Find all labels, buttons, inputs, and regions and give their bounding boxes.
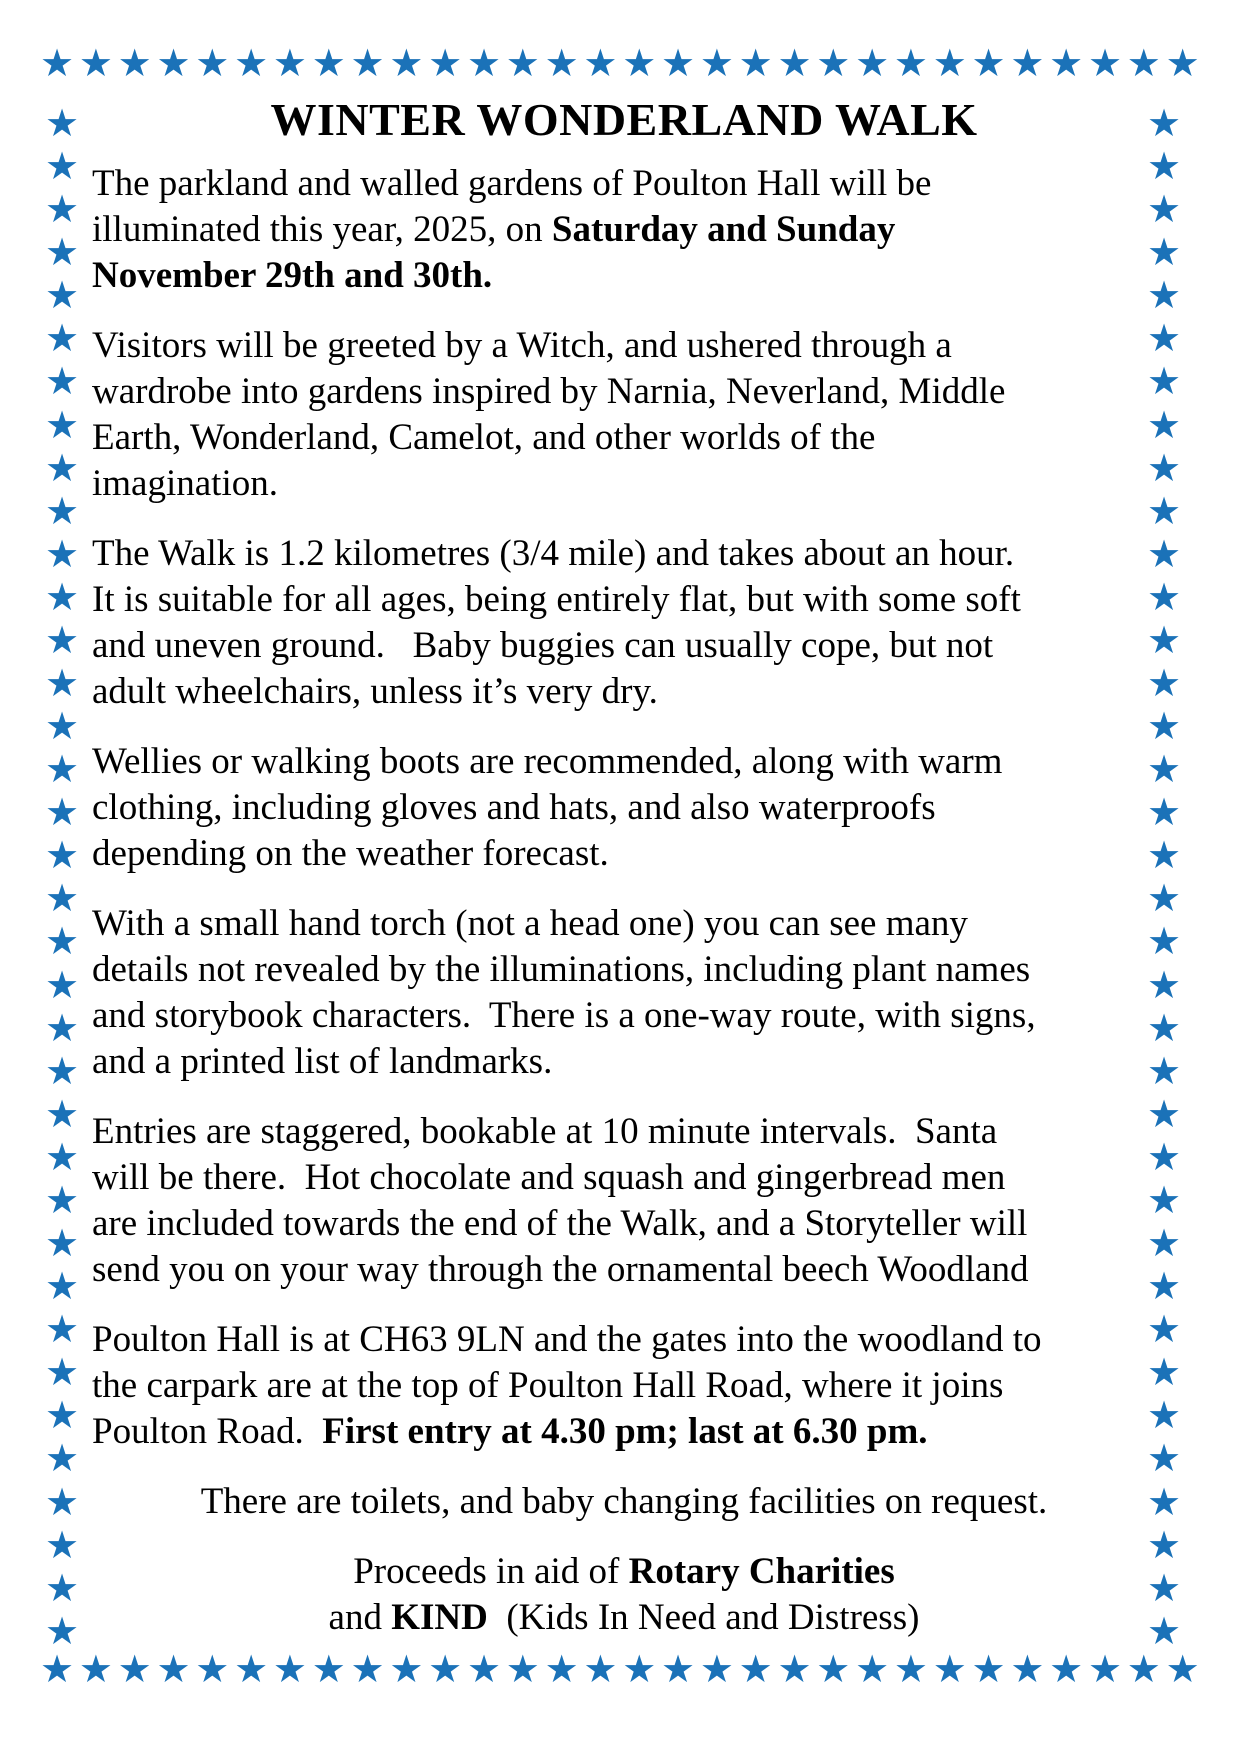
star-icon: ★ bbox=[544, 1647, 579, 1691]
star-icon: ★ bbox=[1146, 101, 1182, 145]
star-icon: ★ bbox=[1146, 488, 1182, 533]
star-icon: ★ bbox=[1146, 316, 1182, 361]
star-icon: ★ bbox=[78, 41, 113, 85]
paragraph bbox=[92, 1549, 1156, 1641]
star-icon: ★ bbox=[738, 1647, 773, 1691]
text-run: First entry at 4.30 pm; last at 6.30 pm. bbox=[322, 1410, 928, 1452]
star-icon: ★ bbox=[156, 41, 191, 85]
star-icon: ★ bbox=[1146, 1350, 1182, 1395]
star-icon: ★ bbox=[311, 1647, 346, 1691]
star-icon: ★ bbox=[1146, 1134, 1182, 1179]
star-icon: ★ bbox=[234, 41, 269, 85]
star-icon: ★ bbox=[1146, 661, 1182, 706]
text-run: The Walk is 1.2 kilometres (3/4 mile) and takes about an hour. bbox=[92, 532, 1015, 574]
text-line bbox=[92, 415, 1156, 461]
text-line bbox=[92, 531, 1156, 577]
star-icon: ★ bbox=[44, 833, 80, 878]
text-line bbox=[92, 1247, 1156, 1293]
star-icon: ★ bbox=[1146, 1048, 1182, 1093]
star-icon: ★ bbox=[1087, 41, 1123, 85]
text-line bbox=[92, 1109, 1156, 1155]
star-icon: ★ bbox=[44, 1350, 80, 1395]
star-icon: ★ bbox=[1146, 531, 1182, 576]
star-icon: ★ bbox=[44, 1091, 80, 1136]
star-icon: ★ bbox=[1146, 1608, 1182, 1653]
star-icon: ★ bbox=[44, 704, 80, 749]
text-run: adult wheelchairs, unless it’s very dry. bbox=[92, 670, 658, 712]
star-icon: ★ bbox=[1146, 617, 1182, 662]
star-icon: ★ bbox=[44, 101, 80, 145]
star-icon: ★ bbox=[1146, 1307, 1182, 1352]
star-icon: ★ bbox=[932, 1647, 967, 1691]
star-icon: ★ bbox=[816, 1647, 851, 1691]
star-icon: ★ bbox=[1010, 1647, 1045, 1691]
star-icon: ★ bbox=[932, 41, 967, 85]
paragraph bbox=[92, 1479, 1156, 1525]
star-icon: ★ bbox=[1146, 876, 1182, 921]
star-icon: ★ bbox=[44, 1048, 80, 1093]
star-icon: ★ bbox=[1146, 1565, 1182, 1610]
star-icon: ★ bbox=[428, 41, 463, 85]
star-icon: ★ bbox=[661, 1647, 696, 1691]
paragraph bbox=[92, 1109, 1156, 1293]
star-icon: ★ bbox=[350, 41, 385, 85]
star-icon: ★ bbox=[272, 1647, 307, 1691]
text-run: are included towards the end of the Walk, and a Storyteller will bbox=[92, 1202, 1028, 1244]
star-icon: ★ bbox=[1146, 704, 1182, 749]
star-icon: ★ bbox=[855, 1647, 890, 1691]
star-icon: ★ bbox=[1146, 919, 1182, 964]
star-icon: ★ bbox=[44, 445, 80, 490]
star-icon: ★ bbox=[44, 919, 80, 964]
star-icon: ★ bbox=[44, 316, 80, 361]
text-line bbox=[92, 947, 1156, 993]
star-icon: ★ bbox=[1146, 790, 1182, 835]
text-line bbox=[92, 323, 1156, 369]
star-icon: ★ bbox=[1146, 1091, 1182, 1136]
star-icon: ★ bbox=[1146, 445, 1182, 490]
text-run: and a printed list of landmarks. bbox=[92, 1040, 553, 1082]
text-line bbox=[92, 369, 1156, 415]
text-line bbox=[92, 901, 1156, 947]
text-run: and bbox=[328, 1596, 392, 1638]
star-icon: ★ bbox=[40, 1647, 75, 1691]
star-border-left bbox=[40, 101, 84, 1653]
star-icon: ★ bbox=[44, 1522, 80, 1567]
text-line bbox=[92, 207, 1156, 253]
text-line bbox=[92, 577, 1156, 623]
star-icon: ★ bbox=[195, 41, 230, 85]
star-icon: ★ bbox=[1146, 1436, 1182, 1481]
text-line bbox=[92, 1479, 1156, 1525]
star-icon: ★ bbox=[544, 41, 579, 85]
star-border-top bbox=[40, 41, 1200, 85]
star-icon: ★ bbox=[622, 1647, 657, 1691]
star-icon: ★ bbox=[971, 41, 1006, 85]
star-icon: ★ bbox=[350, 1647, 385, 1691]
text-run: Wellies or walking boots are recommended, along with warm bbox=[92, 740, 1003, 782]
star-icon: ★ bbox=[1049, 1647, 1084, 1691]
paragraph bbox=[92, 161, 1156, 299]
text-line bbox=[92, 1363, 1156, 1409]
text-line bbox=[92, 785, 1156, 831]
text-run: depending on the weather forecast. bbox=[92, 832, 609, 874]
text-line bbox=[92, 623, 1156, 669]
star-icon: ★ bbox=[44, 1608, 80, 1653]
star-icon: ★ bbox=[661, 41, 696, 85]
text-line bbox=[92, 831, 1156, 877]
star-icon: ★ bbox=[1087, 1647, 1123, 1691]
text-run: With a small hand torch (not a head one) you can see many bbox=[92, 902, 968, 944]
star-icon: ★ bbox=[1146, 1005, 1182, 1050]
text-run: Entries are staggered, bookable at 10 minute intervals. Santa bbox=[92, 1110, 998, 1152]
star-icon: ★ bbox=[44, 1479, 80, 1524]
text-run: November 29th and 30th. bbox=[92, 254, 493, 296]
star-icon: ★ bbox=[44, 359, 80, 404]
star-icon: ★ bbox=[816, 41, 851, 85]
star-icon: ★ bbox=[1146, 187, 1182, 232]
star-icon: ★ bbox=[855, 41, 890, 85]
star-icon: ★ bbox=[195, 1647, 230, 1691]
text-line bbox=[92, 1595, 1156, 1641]
star-icon: ★ bbox=[156, 1647, 191, 1691]
star-icon: ★ bbox=[44, 574, 80, 619]
star-icon: ★ bbox=[1146, 1264, 1182, 1309]
text-line bbox=[92, 739, 1156, 785]
star-icon: ★ bbox=[1146, 747, 1182, 792]
text-line bbox=[92, 993, 1156, 1039]
page-title: WINTER WONDERLAND WALK bbox=[270, 94, 978, 145]
text-run: illuminated this year, 2025, on bbox=[92, 208, 552, 250]
star-icon: ★ bbox=[777, 41, 812, 85]
text-line bbox=[92, 1039, 1156, 1085]
star-icon: ★ bbox=[44, 747, 80, 792]
text-run: There are toilets, and baby changing facilities on request. bbox=[200, 1480, 1048, 1522]
star-icon: ★ bbox=[389, 1647, 424, 1691]
star-icon: ★ bbox=[1146, 1522, 1182, 1567]
body-paragraphs bbox=[92, 161, 1156, 1641]
paragraph bbox=[92, 901, 1156, 1085]
star-icon: ★ bbox=[1146, 273, 1182, 318]
star-icon: ★ bbox=[44, 1134, 80, 1179]
text-line bbox=[92, 253, 1156, 299]
text-run: clothing, including gloves and hats, and also waterproofs bbox=[92, 786, 936, 828]
star-icon: ★ bbox=[1126, 41, 1161, 85]
star-icon: ★ bbox=[44, 531, 80, 576]
paragraph bbox=[92, 739, 1156, 877]
star-icon: ★ bbox=[738, 41, 773, 85]
star-icon: ★ bbox=[1146, 1221, 1182, 1266]
text-run: and storybook characters. There is a one-way route, with signs, bbox=[92, 994, 1036, 1036]
star-icon: ★ bbox=[622, 41, 657, 85]
text-run: the carpark are at the top of Poulton Hall Road, where it joins bbox=[92, 1364, 1004, 1406]
paragraph bbox=[92, 531, 1156, 715]
text-run: The parkland and walled gardens of Poulton Hall will be bbox=[92, 162, 932, 204]
paragraph bbox=[92, 1317, 1156, 1455]
star-icon: ★ bbox=[466, 1647, 502, 1691]
star-icon: ★ bbox=[44, 876, 80, 921]
star-icon: ★ bbox=[44, 1393, 80, 1438]
text-run: Poulton Hall is at CH63 9LN and the gates into the woodland to bbox=[92, 1318, 1042, 1360]
star-icon: ★ bbox=[44, 1264, 80, 1309]
text-run: imagination. bbox=[92, 462, 278, 504]
star-icon: ★ bbox=[44, 1221, 80, 1266]
star-icon: ★ bbox=[272, 41, 307, 85]
text-run: will be there. Hot chocolate and squash and gingerbread men bbox=[92, 1156, 1006, 1198]
text-line bbox=[92, 1201, 1156, 1247]
star-icon: ★ bbox=[44, 1436, 80, 1481]
text-run: Rotary Charities bbox=[628, 1550, 895, 1592]
star-icon: ★ bbox=[44, 273, 80, 318]
flyer-content bbox=[92, 94, 1156, 1665]
star-icon: ★ bbox=[1146, 144, 1182, 189]
text-line bbox=[92, 1155, 1156, 1201]
text-line bbox=[92, 669, 1156, 715]
star-icon: ★ bbox=[1165, 1647, 1200, 1691]
text-line bbox=[92, 1317, 1156, 1363]
text-run: Earth, Wonderland, Camelot, and other worlds of the bbox=[92, 416, 876, 458]
star-icon: ★ bbox=[466, 41, 502, 85]
star-icon: ★ bbox=[583, 41, 618, 85]
star-icon: ★ bbox=[1146, 962, 1182, 1007]
star-icon: ★ bbox=[583, 1647, 618, 1691]
star-icon: ★ bbox=[40, 41, 75, 85]
text-line bbox=[92, 461, 1156, 507]
star-icon: ★ bbox=[44, 230, 80, 275]
star-icon: ★ bbox=[1010, 41, 1045, 85]
star-icon: ★ bbox=[1126, 1647, 1161, 1691]
star-icon: ★ bbox=[505, 41, 540, 85]
text-line bbox=[92, 161, 1156, 207]
text-run: Saturday and Sunday bbox=[551, 208, 896, 250]
star-icon: ★ bbox=[699, 1647, 734, 1691]
star-icon: ★ bbox=[44, 1005, 80, 1050]
text-line bbox=[92, 1549, 1156, 1595]
star-icon: ★ bbox=[44, 488, 80, 533]
star-icon: ★ bbox=[44, 1565, 80, 1610]
star-icon: ★ bbox=[1146, 359, 1182, 404]
star-icon: ★ bbox=[44, 661, 80, 706]
text-run: wardrobe into gardens inspired by Narnia, Neverland, Middle bbox=[92, 370, 1006, 412]
star-icon: ★ bbox=[777, 1647, 812, 1691]
star-icon: ★ bbox=[699, 41, 734, 85]
text-run: and uneven ground. Baby buggies can usually cope, but not bbox=[92, 624, 994, 666]
star-icon: ★ bbox=[1165, 41, 1200, 85]
star-icon: ★ bbox=[1146, 230, 1182, 275]
star-icon: ★ bbox=[78, 1647, 113, 1691]
star-icon: ★ bbox=[44, 790, 80, 835]
star-icon: ★ bbox=[44, 187, 80, 232]
star-icon: ★ bbox=[893, 1647, 928, 1691]
text-run: KIND bbox=[391, 1596, 488, 1638]
star-icon: ★ bbox=[44, 962, 80, 1007]
star-icon: ★ bbox=[44, 402, 80, 447]
star-icon: ★ bbox=[234, 1647, 269, 1691]
star-icon: ★ bbox=[389, 41, 424, 85]
star-icon: ★ bbox=[1146, 402, 1182, 447]
text-run: It is suitable for all ages, being entirely flat, but with some soft bbox=[92, 578, 1021, 620]
text-line bbox=[92, 1409, 1156, 1455]
star-icon: ★ bbox=[1049, 41, 1084, 85]
star-icon: ★ bbox=[44, 1177, 80, 1222]
star-icon: ★ bbox=[44, 144, 80, 189]
star-icon: ★ bbox=[1146, 1393, 1182, 1438]
star-icon: ★ bbox=[311, 41, 346, 85]
star-icon: ★ bbox=[893, 41, 928, 85]
star-icon: ★ bbox=[428, 1647, 463, 1691]
star-icon: ★ bbox=[1146, 833, 1182, 878]
paragraph bbox=[92, 323, 1156, 507]
star-icon: ★ bbox=[1146, 1177, 1182, 1222]
text-run: Visitors will be greeted by a Witch, and ushered through a bbox=[92, 324, 952, 366]
star-icon: ★ bbox=[44, 617, 80, 662]
star-icon: ★ bbox=[1146, 574, 1182, 619]
text-run: Proceeds in aid of bbox=[353, 1550, 629, 1592]
star-icon: ★ bbox=[44, 1307, 80, 1352]
star-icon: ★ bbox=[117, 41, 152, 85]
star-icon: ★ bbox=[117, 1647, 152, 1691]
text-run: details not revealed by the illuminations, including plant names bbox=[92, 948, 1031, 990]
star-icon: ★ bbox=[505, 1647, 540, 1691]
text-run: send you on your way through the ornamental beech Woodland bbox=[92, 1248, 1029, 1290]
star-icon: ★ bbox=[1146, 1479, 1182, 1524]
text-run: Poulton Road. bbox=[92, 1410, 323, 1452]
star-icon: ★ bbox=[971, 1647, 1006, 1691]
text-run: (Kids In Need and Distress) bbox=[487, 1596, 920, 1638]
